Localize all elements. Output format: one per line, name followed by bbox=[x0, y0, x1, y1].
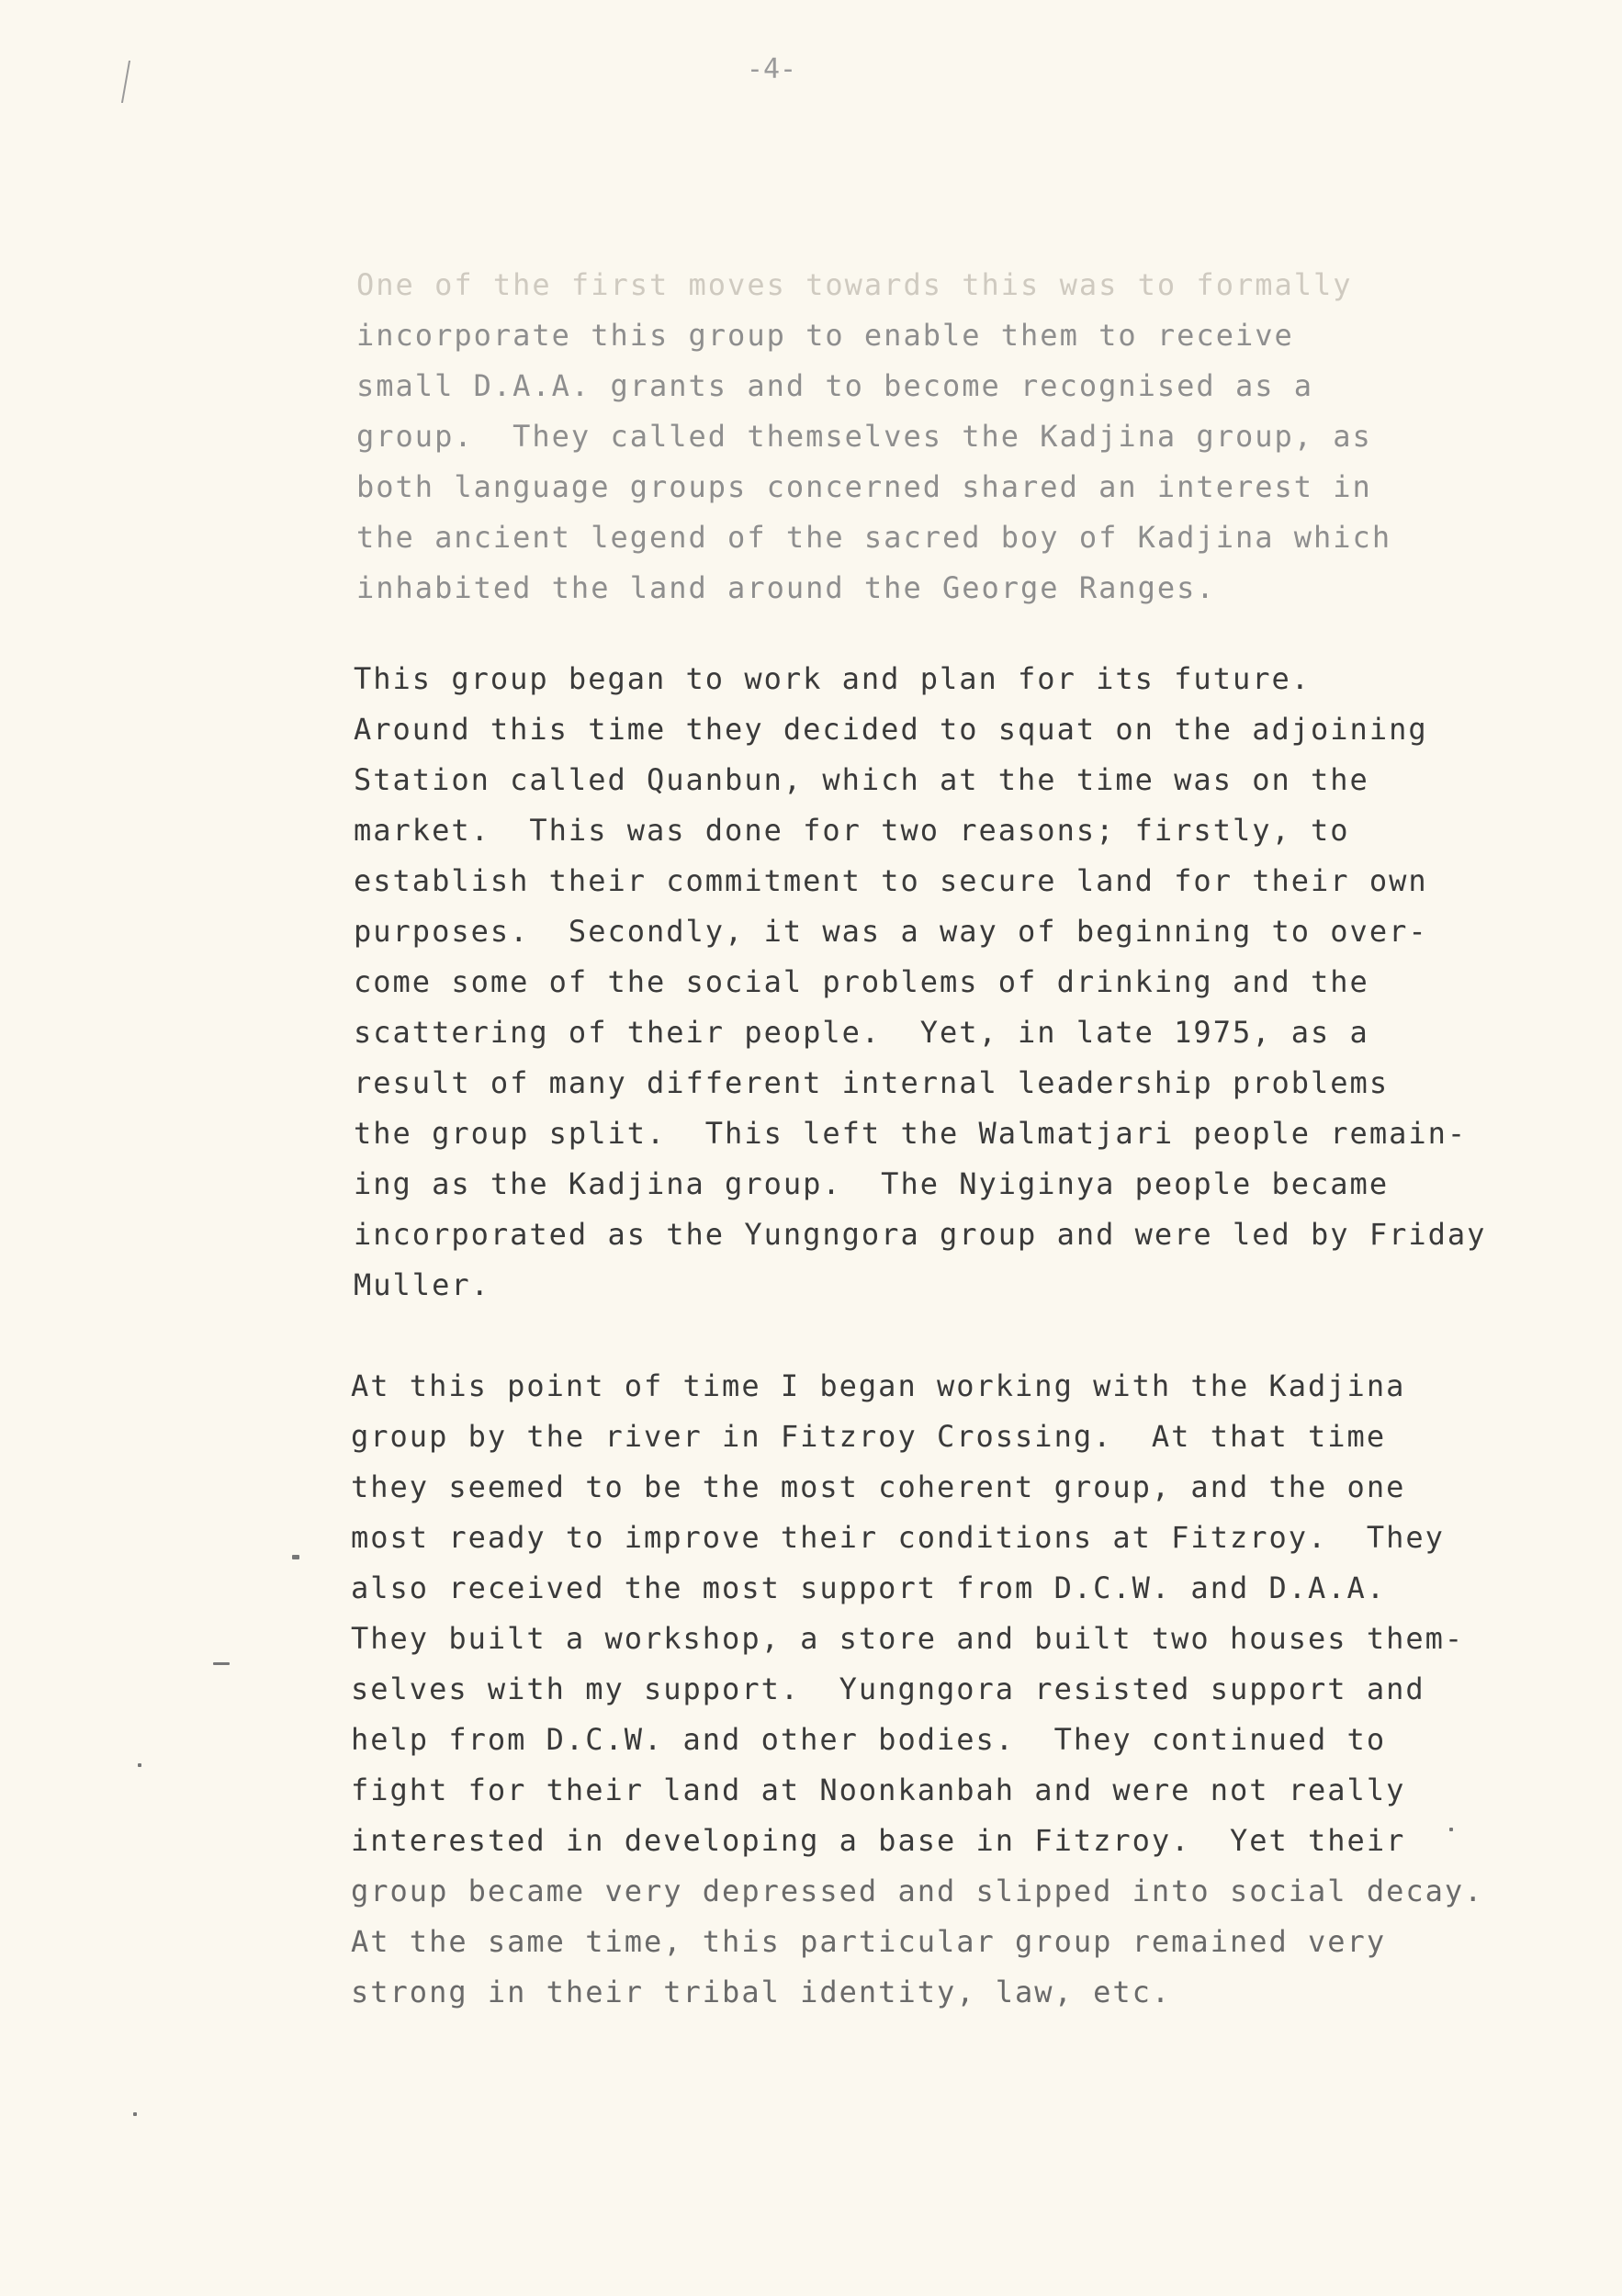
text-line: the ancient legend of the sacred boy of Kadjina which bbox=[356, 520, 1392, 555]
text-line: small D.A.A. grants and to become recognised as a bbox=[356, 368, 1314, 403]
paragraph-2 bbox=[354, 654, 1486, 1311]
margin-pencil-mark bbox=[121, 61, 136, 103]
text-line: come some of the social problems of drinking and the bbox=[354, 964, 1369, 999]
text-line: Station called Quanbun, which at the time was on the bbox=[354, 762, 1369, 797]
text-line: interested in developing a base in Fitzroy. Yet their bbox=[351, 1823, 1406, 1858]
text-line: also received the most support from D.C.W. and D.A.A. bbox=[351, 1570, 1387, 1605]
text-line: the group split. This left the Walmatjari people remain- bbox=[354, 1116, 1468, 1151]
text-line: strong in their tribal identity, law, etc. bbox=[351, 1975, 1172, 2009]
text-line: establish their commitment to secure land for their own bbox=[354, 863, 1428, 898]
stray-mark bbox=[292, 1555, 299, 1559]
text-line: group became very depressed and slipped into social decay. bbox=[351, 1874, 1484, 1908]
text-line: help from D.C.W. and other bodies. They continued to bbox=[351, 1722, 1387, 1757]
paragraph-3 bbox=[351, 1361, 1483, 2018]
text-line: incorporate this group to enable them to receive bbox=[356, 318, 1294, 353]
text-line: Around this time they decided to squat on the adjoining bbox=[354, 712, 1428, 747]
text-line: incorporated as the Yungngora group and were led by Friday bbox=[354, 1217, 1487, 1252]
paragraph-1 bbox=[356, 260, 1391, 613]
text-line: At this point of time I began working with the Kadjina bbox=[351, 1368, 1406, 1403]
text-line: Muller. bbox=[354, 1267, 490, 1302]
text-line: purposes. Secondly, it was a way of beginning to over- bbox=[354, 914, 1428, 949]
text-line: group by the river in Fitzroy Crossing. At that time bbox=[351, 1419, 1387, 1454]
text-line: most ready to improve their conditions at Fitzroy. They bbox=[351, 1520, 1445, 1555]
text-line: This group began to work and plan for its future. bbox=[354, 661, 1312, 696]
stray-mark bbox=[133, 2112, 137, 2116]
text-line: ing as the Kadjina group. The Nyiginya people became bbox=[354, 1166, 1390, 1201]
text-line: inhabited the land around the George Ranges. bbox=[356, 570, 1216, 605]
text-line: market. This was done for two reasons; firstly, to bbox=[354, 813, 1350, 848]
text-line: group. They called themselves the Kadjina group, as bbox=[356, 419, 1372, 454]
stray-mark bbox=[1449, 1828, 1453, 1831]
text-line: selves with my support. Yungngora resisted support and bbox=[351, 1671, 1425, 1706]
text-line: both language groups concerned shared an interest in bbox=[356, 469, 1372, 504]
page-number: -4- bbox=[746, 53, 797, 85]
text-line: One of the first moves towards this was to formally bbox=[356, 267, 1353, 302]
stray-mark bbox=[213, 1662, 230, 1665]
text-line: fight for their land at Noonkanbah and were not really bbox=[351, 1773, 1406, 1807]
text-line: result of many different internal leadership problems bbox=[354, 1065, 1390, 1100]
text-line: they seemed to be the most coherent group, and the one bbox=[351, 1469, 1406, 1504]
text-line: scattering of their people. Yet, in late 1975, as a bbox=[354, 1015, 1369, 1050]
stray-mark bbox=[138, 1763, 141, 1767]
text-line: They built a workshop, a store and built two houses them- bbox=[351, 1621, 1465, 1656]
text-line: At the same time, this particular group remained very bbox=[351, 1924, 1387, 1959]
